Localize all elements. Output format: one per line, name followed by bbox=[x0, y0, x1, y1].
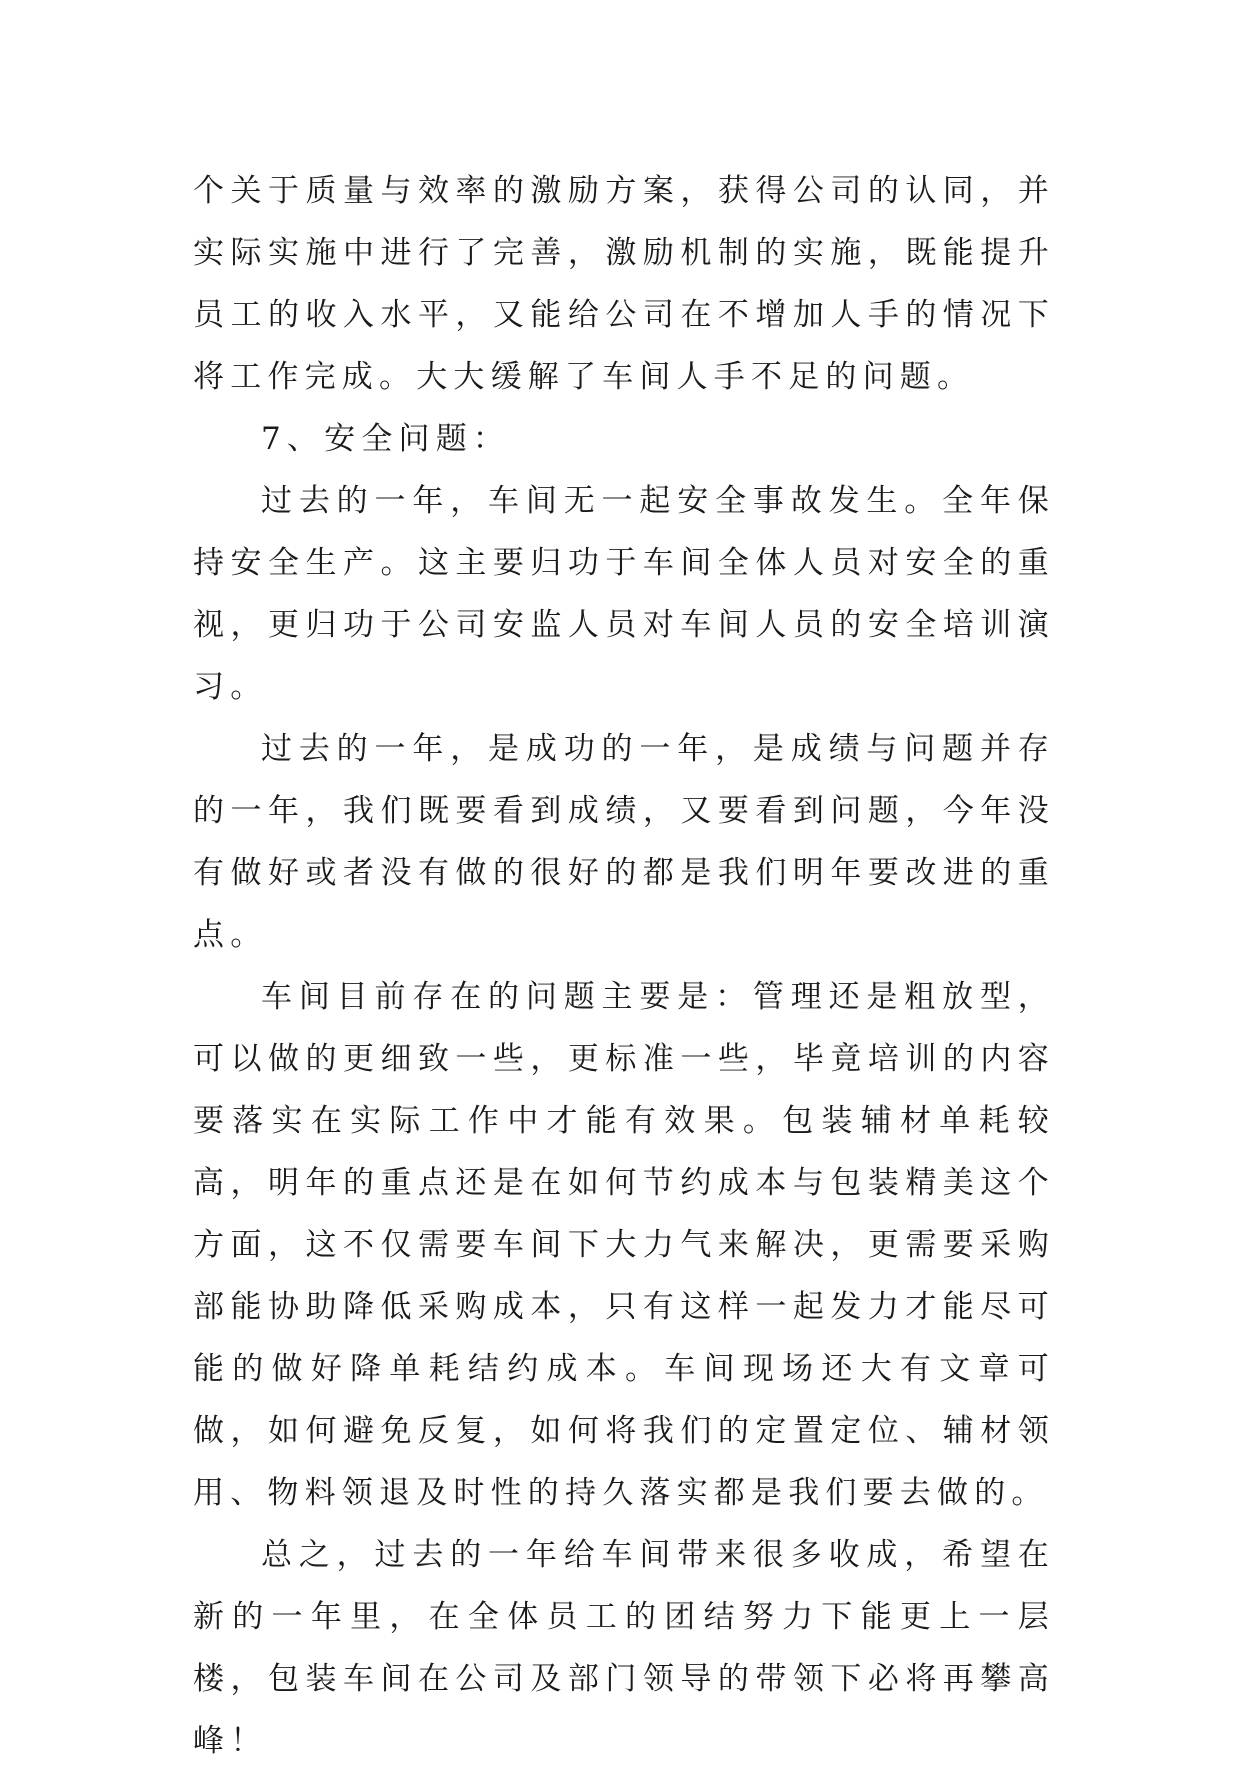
section-heading-safety: 7、安全问题： bbox=[261, 421, 511, 457]
paragraph-year-review: 过去的一年，是成功的一年，是成绩与问题并存的一年，我们既要看到成绩，又要看到问题，今年没有做好或者没有做的很好的都是我们明年要改进的重点。 bbox=[193, 731, 1055, 953]
paragraph-safety: 过去的一年，车间无一起安全事故发生。全年保持安全生产。这主要归功于车间全体人员对安全的重视，更归功于公司安监人员对车间人员的安全培训演习。 bbox=[193, 483, 1055, 705]
paragraph-conclusion: 总之，过去的一年给车间带来很多收成，希望在新的一年里，在全体员工的团结努力下能更上一层楼，包装车间在公司及部门领导的带领下必将再攀高峰！ bbox=[193, 1537, 1055, 1759]
paragraph-incentive-continued: 个关于质量与效率的激励方案，获得公司的认同，并实际实施中进行了完善，激励机制的实施，既能提升员工的收入水平，又能给公司在不增加人手的情况下将工作完成。大大缓解了车间人手不足的问题。 bbox=[193, 173, 1055, 395]
paragraph-problems: 车间目前存在的问题主要是：管理还是粗放型，可以做的更细致一些，更标准一些，毕竟培训的内容要落实在实际工作中才能有效果。包装辅材单耗较高，明年的重点还是在如何节约成本与包装精美这个方面，这不仅需要车间下大力气来解决，更需要采购部能协助降低采购成本，只有这样一起发力才能尽可能的做好降单耗结约成本。车间现场还大有文章可做，如何避免反复，如何将我们的定置定位、辅材领用、物料领退及时性的持久落实都是我们要去做的。 bbox=[193, 979, 1055, 1511]
document-body bbox=[193, 160, 1055, 1772]
